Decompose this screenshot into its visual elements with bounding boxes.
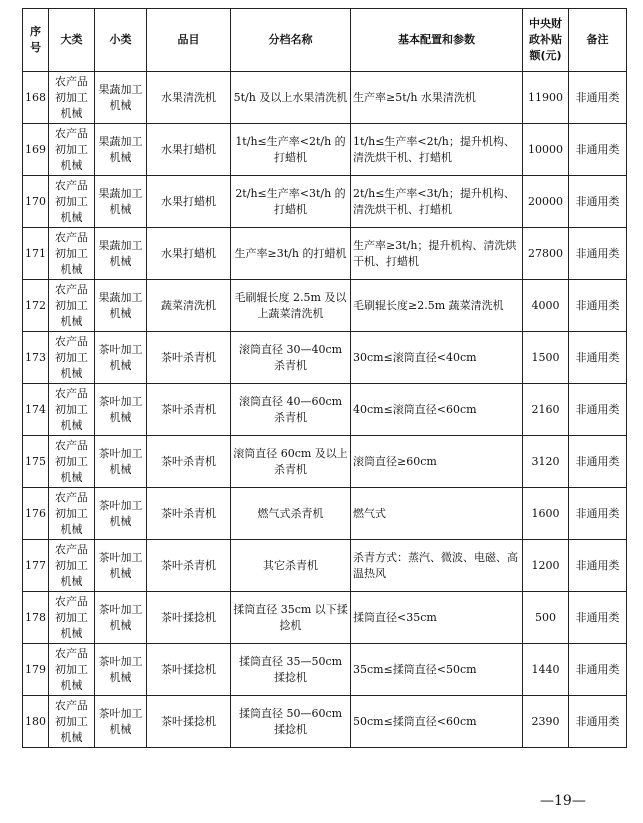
cell-subcategory: 果蔬加工机械 xyxy=(95,280,147,332)
table-row xyxy=(23,228,627,280)
cell-subsidy: 1440 xyxy=(523,644,569,696)
cell-category: 农产品初加工机械 xyxy=(49,696,95,748)
cell-grade: 1t/h≤生产率<2t/h 的打蜡机 xyxy=(231,124,351,176)
cell-config: 40cm≤滚筒直径<60cm xyxy=(351,384,523,436)
cell-subsidy: 10000 xyxy=(523,124,569,176)
cell-subcategory: 果蔬加工机械 xyxy=(95,124,147,176)
header-grade: 分档名称 xyxy=(231,9,351,72)
cell-remark: 非通用类 xyxy=(569,280,627,332)
cell-subsidy: 20000 xyxy=(523,176,569,228)
cell-no: 174 xyxy=(23,384,49,436)
cell-config: 2t/h≤生产率<3t/h；提升机构、清洗烘干机、打蜡机 xyxy=(351,176,523,228)
cell-item: 蔬菜清洗机 xyxy=(147,280,231,332)
cell-no: 173 xyxy=(23,332,49,384)
cell-item: 茶叶杀青机 xyxy=(147,384,231,436)
table-row xyxy=(23,72,627,124)
table-row xyxy=(23,436,627,488)
cell-item: 茶叶杀青机 xyxy=(147,436,231,488)
cell-category: 农产品初加工机械 xyxy=(49,176,95,228)
table-body xyxy=(23,72,627,748)
cell-category: 农产品初加工机械 xyxy=(49,72,95,124)
cell-no: 178 xyxy=(23,592,49,644)
cell-no: 172 xyxy=(23,280,49,332)
cell-category: 农产品初加工机械 xyxy=(49,124,95,176)
cell-remark: 非通用类 xyxy=(569,592,627,644)
cell-no: 170 xyxy=(23,176,49,228)
cell-subsidy: 2390 xyxy=(523,696,569,748)
cell-grade: 5t/h 及以上水果清洗机 xyxy=(231,72,351,124)
cell-no: 179 xyxy=(23,644,49,696)
cell-remark: 非通用类 xyxy=(569,696,627,748)
cell-item: 茶叶揉捻机 xyxy=(147,592,231,644)
cell-subsidy: 4000 xyxy=(523,280,569,332)
cell-remark: 非通用类 xyxy=(569,436,627,488)
cell-category: 农产品初加工机械 xyxy=(49,540,95,592)
cell-grade: 2t/h≤生产率<3t/h 的打蜡机 xyxy=(231,176,351,228)
cell-item: 茶叶杀青机 xyxy=(147,332,231,384)
cell-no: 175 xyxy=(23,436,49,488)
header-item: 品目 xyxy=(147,9,231,72)
cell-category: 农产品初加工机械 xyxy=(49,436,95,488)
cell-subsidy: 27800 xyxy=(523,228,569,280)
cell-config: 30cm≤滚筒直径<40cm xyxy=(351,332,523,384)
header-category: 大类 xyxy=(49,9,95,72)
cell-config: 揉筒直径<35cm xyxy=(351,592,523,644)
cell-config: 生产率≥3t/h；提升机构、清洗烘干机、打蜡机 xyxy=(351,228,523,280)
cell-grade: 滚筒直径 30—40cm 杀青机 xyxy=(231,332,351,384)
table-row xyxy=(23,280,627,332)
cell-subcategory: 茶叶加工机械 xyxy=(95,592,147,644)
header-remark: 备注 xyxy=(569,9,627,72)
cell-remark: 非通用类 xyxy=(569,540,627,592)
cell-item: 茶叶揉捻机 xyxy=(147,644,231,696)
table-row xyxy=(23,332,627,384)
cell-remark: 非通用类 xyxy=(569,644,627,696)
cell-subsidy: 1200 xyxy=(523,540,569,592)
cell-subsidy: 2160 xyxy=(523,384,569,436)
subsidy-table xyxy=(22,8,627,748)
cell-subcategory: 茶叶加工机械 xyxy=(95,384,147,436)
cell-remark: 非通用类 xyxy=(569,332,627,384)
cell-config: 50cm≤揉筒直径<60cm xyxy=(351,696,523,748)
cell-config: 生产率≥5t/h 水果清洗机 xyxy=(351,72,523,124)
table-row xyxy=(23,592,627,644)
cell-grade: 其它杀青机 xyxy=(231,540,351,592)
table-row xyxy=(23,644,627,696)
cell-subcategory: 果蔬加工机械 xyxy=(95,228,147,280)
cell-config: 滚筒直径≥60cm xyxy=(351,436,523,488)
table-row xyxy=(23,384,627,436)
table-row xyxy=(23,124,627,176)
table-row xyxy=(23,540,627,592)
page-number: —19— xyxy=(540,793,586,809)
cell-remark: 非通用类 xyxy=(569,124,627,176)
table-row xyxy=(23,488,627,540)
cell-no: 177 xyxy=(23,540,49,592)
cell-item: 水果打蜡机 xyxy=(147,228,231,280)
cell-remark: 非通用类 xyxy=(569,228,627,280)
cell-config: 35cm≤揉筒直径<50cm xyxy=(351,644,523,696)
cell-subcategory: 果蔬加工机械 xyxy=(95,176,147,228)
cell-grade: 滚筒直径 60cm 及以上杀青机 xyxy=(231,436,351,488)
cell-grade: 揉筒直径 50—60cm 揉捻机 xyxy=(231,696,351,748)
cell-remark: 非通用类 xyxy=(569,488,627,540)
cell-subcategory: 茶叶加工机械 xyxy=(95,540,147,592)
cell-grade: 生产率≥3t/h 的打蜡机 xyxy=(231,228,351,280)
cell-remark: 非通用类 xyxy=(569,176,627,228)
cell-no: 169 xyxy=(23,124,49,176)
cell-subsidy: 1500 xyxy=(523,332,569,384)
cell-config: 1t/h≤生产率<2t/h；提升机构、清洗烘干机、打蜡机 xyxy=(351,124,523,176)
cell-subsidy: 500 xyxy=(523,592,569,644)
cell-no: 176 xyxy=(23,488,49,540)
table-row xyxy=(23,696,627,748)
cell-item: 水果打蜡机 xyxy=(147,176,231,228)
table-row xyxy=(23,176,627,228)
header-subcategory: 小类 xyxy=(95,9,147,72)
cell-grade: 燃气式杀青机 xyxy=(231,488,351,540)
header-config: 基本配置和参数 xyxy=(351,9,523,72)
cell-item: 水果打蜡机 xyxy=(147,124,231,176)
cell-grade: 滚筒直径 40—60cm 杀青机 xyxy=(231,384,351,436)
header-no: 序号 xyxy=(23,9,49,72)
cell-grade: 揉筒直径 35cm 以下揉捻机 xyxy=(231,592,351,644)
cell-no: 171 xyxy=(23,228,49,280)
cell-remark: 非通用类 xyxy=(569,72,627,124)
cell-subcategory: 茶叶加工机械 xyxy=(95,644,147,696)
cell-subsidy: 11900 xyxy=(523,72,569,124)
cell-category: 农产品初加工机械 xyxy=(49,644,95,696)
cell-config: 毛刷辊长度≥2.5m 蔬菜清洗机 xyxy=(351,280,523,332)
cell-category: 农产品初加工机械 xyxy=(49,384,95,436)
cell-subcategory: 茶叶加工机械 xyxy=(95,332,147,384)
cell-category: 农产品初加工机械 xyxy=(49,332,95,384)
cell-subcategory: 茶叶加工机械 xyxy=(95,488,147,540)
cell-subsidy: 1600 xyxy=(523,488,569,540)
cell-config: 燃气式 xyxy=(351,488,523,540)
table-header-row xyxy=(23,9,627,72)
cell-config: 杀青方式：蒸汽、微波、电磁、高温热风 xyxy=(351,540,523,592)
cell-no: 168 xyxy=(23,72,49,124)
cell-item: 茶叶揉捻机 xyxy=(147,696,231,748)
cell-grade: 揉筒直径 35—50cm 揉捻机 xyxy=(231,644,351,696)
cell-category: 农产品初加工机械 xyxy=(49,488,95,540)
cell-category: 农产品初加工机械 xyxy=(49,228,95,280)
cell-subcategory: 茶叶加工机械 xyxy=(95,436,147,488)
cell-remark: 非通用类 xyxy=(569,384,627,436)
cell-item: 茶叶杀青机 xyxy=(147,540,231,592)
header-subsidy: 中央财政补贴额(元) xyxy=(523,9,569,72)
cell-subsidy: 3120 xyxy=(523,436,569,488)
cell-category: 农产品初加工机械 xyxy=(49,592,95,644)
cell-subcategory: 茶叶加工机械 xyxy=(95,696,147,748)
cell-category: 农产品初加工机械 xyxy=(49,280,95,332)
cell-subcategory: 果蔬加工机械 xyxy=(95,72,147,124)
cell-no: 180 xyxy=(23,696,49,748)
cell-item: 水果清洗机 xyxy=(147,72,231,124)
cell-item: 茶叶杀青机 xyxy=(147,488,231,540)
cell-grade: 毛刷辊长度 2.5m 及以上蔬菜清洗机 xyxy=(231,280,351,332)
